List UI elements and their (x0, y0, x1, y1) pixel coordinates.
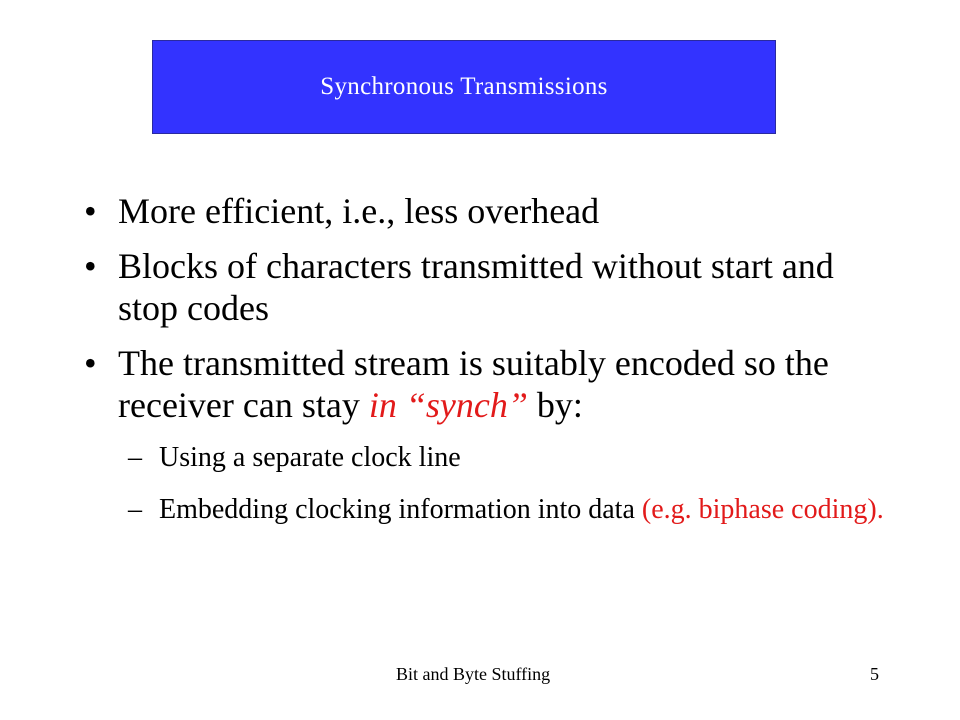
bullet-dot-icon: • (84, 246, 97, 286)
bullet-text-end: by: (527, 385, 583, 425)
sub-bullet-text: Embedding clocking information into data (159, 494, 642, 525)
dash-icon: – (128, 442, 142, 473)
dash-icon: – (128, 494, 142, 525)
bullet-item (84, 342, 884, 426)
bullet-emphasis: in “synch” (368, 385, 528, 425)
bullet-dot-icon: • (84, 191, 97, 231)
bullet-text: More efficient, i.e., less overhead (118, 191, 600, 231)
bullet-item (84, 190, 884, 232)
footer-title: Bit and Byte Stuffing (396, 664, 551, 684)
slide-title: Synchronous Transmissions (320, 73, 608, 100)
bullet-list (84, 190, 884, 543)
sub-bullet-text: Using a separate clock line (159, 442, 461, 473)
bullet-item (84, 245, 884, 329)
title-box (152, 40, 776, 134)
sub-bullet-item (84, 491, 884, 529)
bullet-text: The transmitted stream is suitably encoded so the receiver can stay (118, 343, 829, 425)
page-number: 5 (870, 664, 879, 684)
sub-bullet-item (84, 439, 884, 477)
sub-bullet-emphasis: (e.g. biphase coding). (641, 494, 884, 525)
bullet-text: Blocks of characters transmitted without start and stop codes (118, 246, 834, 328)
bullet-dot-icon: • (84, 343, 97, 383)
